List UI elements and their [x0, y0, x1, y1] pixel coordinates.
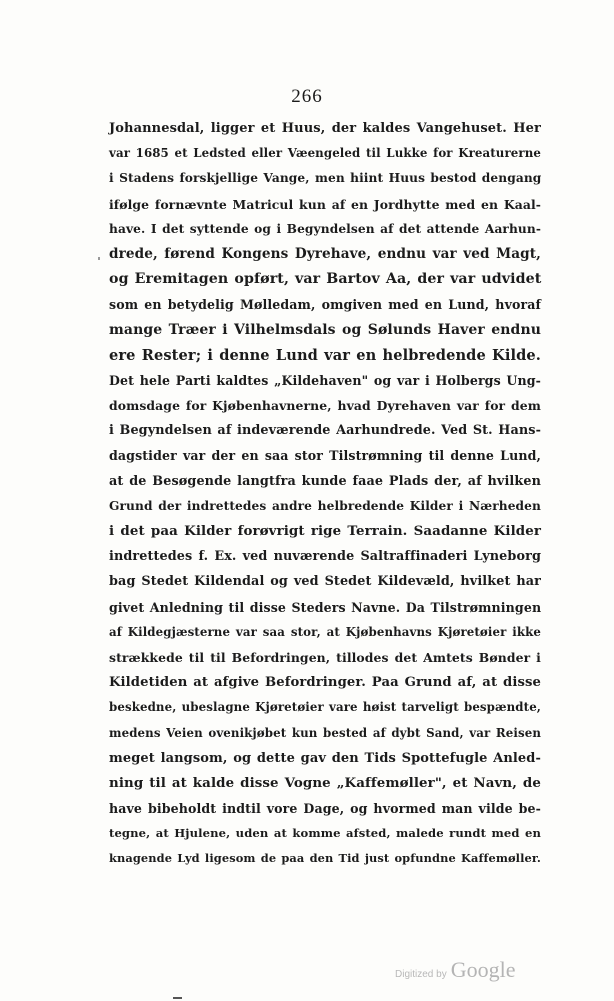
text-line: indrettedes f. Ex. ved nuværende Saltraffinaderi Lyneborg	[109, 549, 541, 565]
text-line: ere Rester; i denne Lund var en helbredende Kilde.	[109, 346, 541, 364]
text-line: beskedne, ubeslagne Kjøretøier vare høist tarveligt bespændte,	[109, 700, 542, 715]
text-line: meget langsom, og dette gav den Tids Spottefugle Anled-	[109, 750, 541, 766]
watermark-prefix: Digitized by	[395, 969, 447, 980]
text-line: knagende Lyd ligesom de paa den Tid just opfundne Kaffemøller.	[109, 851, 541, 866]
watermark-brand: Google	[450, 957, 516, 982]
text-line: ning til at kalde disse Vogne „Kaffemøller", et Navn, de	[109, 774, 541, 791]
text-line: at de Besøgende langtfra kunde faae Plads der, af hvilken	[109, 473, 541, 489]
text-line: og Eremitagen opført, var Bartov Aa, der var udvidet	[109, 271, 542, 288]
text-line: Johannesdal, ligger et Huus, der kaldes Vangehuset. Her	[109, 121, 541, 136]
text-line: var 1685 et Ledsted eller Væengeled til Lukke for Kreaturerne	[109, 146, 541, 161]
text-line: af Kildegjæsterne var saa stor, at Kjøbenhavns Kjøretøier ikke	[109, 624, 541, 639]
text-line: have. I det syttende og i Begyndelsen af det attende Aarhun-	[109, 221, 541, 236]
text-line: som en betydelig Mølledam, omgiven med en Lund, hvoraf	[109, 297, 541, 313]
text-line: givet Anledning til disse Steders Navne. Da Tilstrømningen	[109, 599, 542, 615]
text-line: i det paa Kilder forøvrigt rige Terrain. Saadanne Kilder	[109, 523, 541, 539]
text-line: strækkede til til Befordringen, tillodes det Amtets Bønder i	[109, 649, 541, 665]
page-edge-mark	[173, 997, 182, 999]
text-line: bag Stedet Kildendal og ved Stedet Kildevæld, hvilket har	[109, 574, 541, 590]
text-line: domsdage for Kjøbenhavnerne, hvad Dyrehaven var for dem	[109, 398, 541, 414]
text-line: Kildetiden at afgive Befordringer. Paa Grund af, at disse	[109, 675, 541, 691]
page-number: 266	[291, 86, 323, 107]
text-line: mange Træer i Vilhelmsdals og Sølunds Haver endnu	[109, 321, 541, 338]
text-line: ifølge fornævnte Matricul kun af en Jordhytte med en Kaal-	[109, 196, 541, 212]
text-line: i Stadens forskjellige Vange, men hiint Huus bestod dengang	[109, 171, 542, 186]
text-line: Det hele Parti kaldtes „Kildehaven" og var i Holbergs Ung-	[109, 372, 541, 388]
text-line: dagstider var der en saa stor Tilstrømning til denne Lund,	[109, 448, 541, 464]
text-line: drede, førend Kongens Dyrehave, endnu var ved Magt,	[109, 245, 541, 262]
text-line: Grund der indrettedes andre helbredende Kilder i Nærheden	[109, 498, 541, 513]
text-line: tegne, at Hjulene, uden at komme afsted, malede rundt med en	[109, 826, 541, 841]
scan-speck	[98, 257, 100, 260]
text-line: medens Veien ovenikjøbet kun bested af dybt Sand, var Reisen	[109, 725, 541, 740]
digitization-watermark	[395, 957, 515, 983]
text-line: have bibeholdt indtil vore Dage, og hvormed man vilde be-	[109, 801, 541, 817]
text-line: i Begyndelsen af indeværende Aarhundrede. Ved St. Hans-	[109, 423, 541, 439]
body-text	[109, 116, 541, 872]
